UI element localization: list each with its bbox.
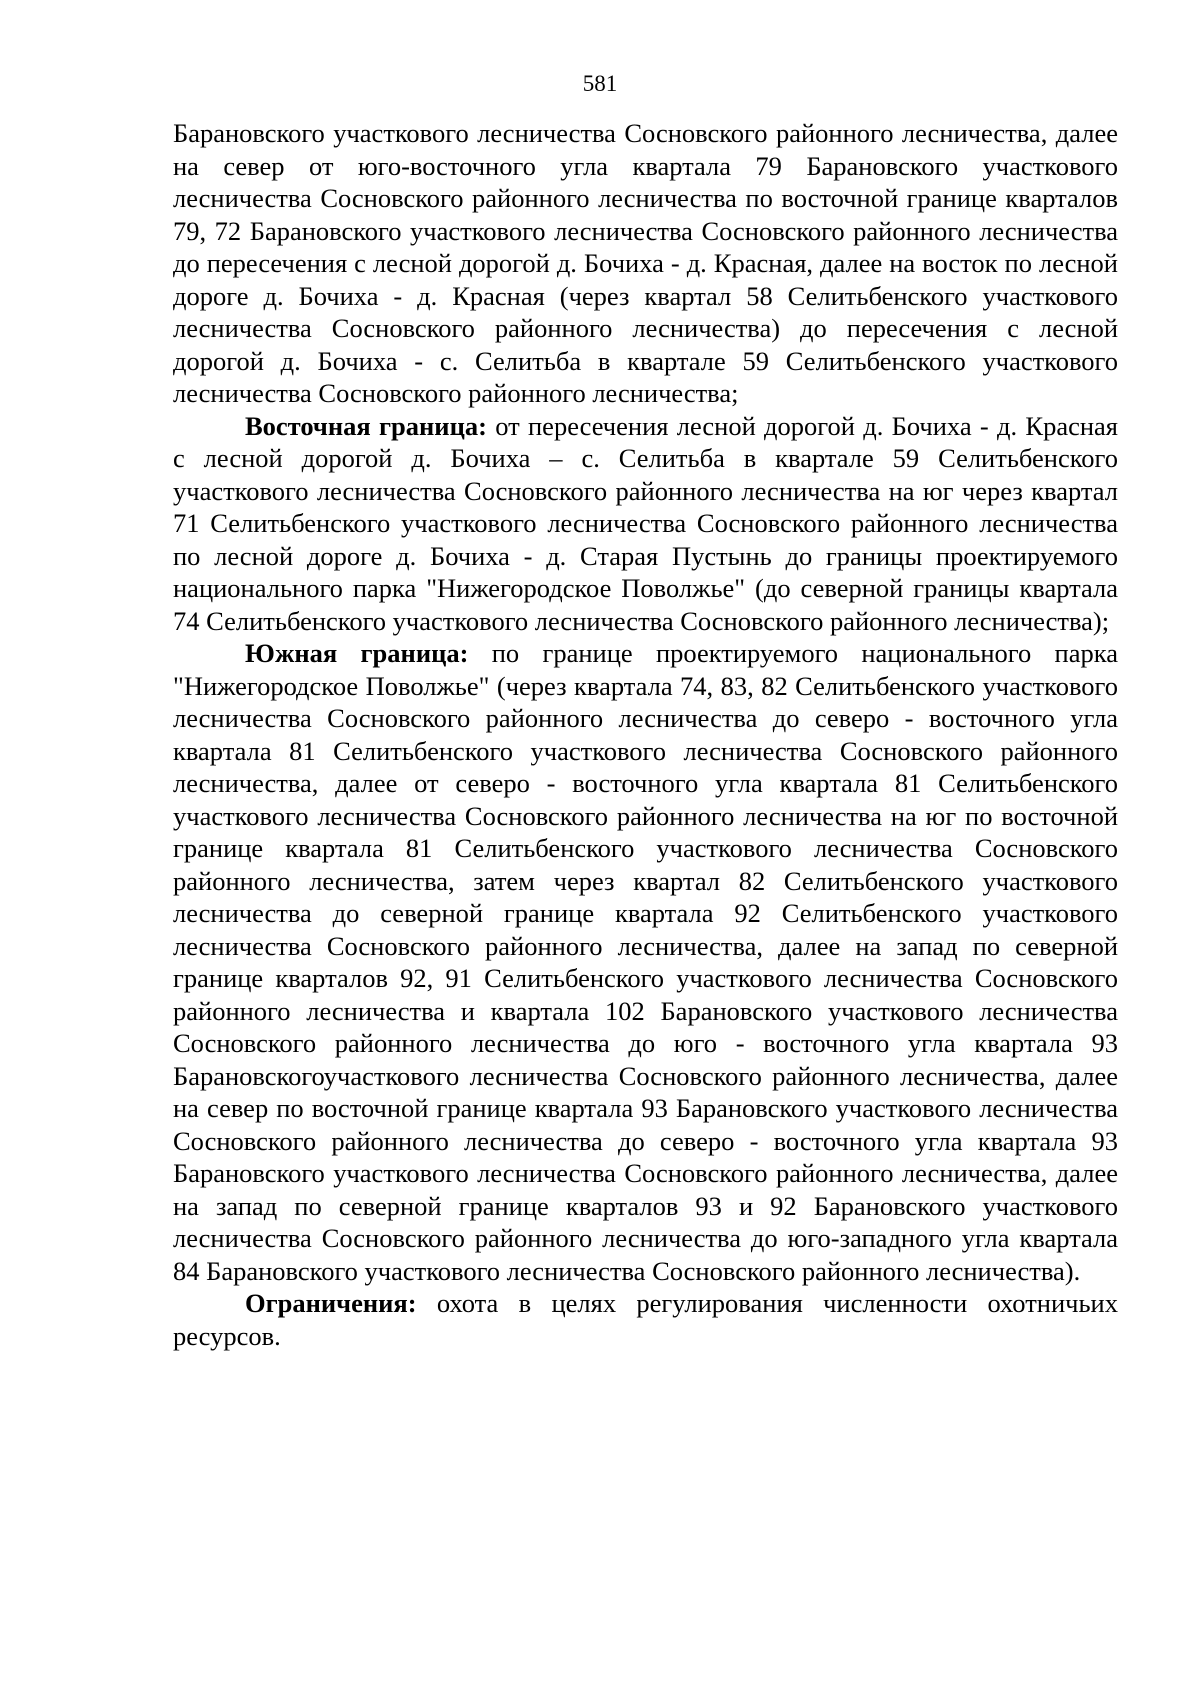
page-number: 581	[582, 71, 618, 96]
restrictions-heading: Ограничения:	[245, 1288, 417, 1318]
paragraph-southern-boundary	[173, 637, 1118, 1287]
paragraph-restrictions	[173, 1287, 1118, 1352]
southern-boundary-text: по границе проектируемого национального парка "Нижегородское Поволжье" (через квартала 74, 83, 82 Селитьбенского участкового лесничества Сосновского районного лесничества до северо - восточного угла квартала 81 Селитьбенского участкового лесничества Сосновского районного лесничества, далее от северо - восточного угла квартала 81 Селитьбенского участкового лесничества Сосновского районного лесничества на юг по восточной границе квартала 81 Селитьбенского участкового лесничества Сосновского районного лесничества, затем через квартал 82 Селитьбенского участкового лесничества до северной границе квартала 92 Селитьбенского участкового лесничества Сосновского районного лесничества, далее на запад по северной границе кварталов 92, 91 Селитьбенского участкового лесничества Сосновского районного лесничества и квартала 102 Барановского участкового лесничества Сосновского районного лесничества до юго - восточного угла квартала 93 Барановскогоучасткового лесничества Сосновского районного лесничества, далее на север по восточной границе квартала 93 Барановского участкового лесничества Сосновского районного лесничества до северо - восточного угла квартала 93 Барановского участкового лесничества Сосновского районного лесничества, далее на запад по северной границе кварталов 93 и 92 Барановского участкового лесничества Сосновского районного лесничества до юго-западного угла квартала 84 Барановского участкового лесничества Сосновского районного лесничества).	[173, 638, 1118, 1286]
paragraph-text: Барановского участкового лесничества Сосновского районного лесничества, далее на север от юго-восточного угла квартала 79 Барановского участкового лесничества Сосновского районного лесничества по восточной границе кварталов 79, 72 Барановского участкового лесничества Сосновского районного лесничества до пересечения с лесной дорогой д. Бочиха - д. Красная, далее на восток по лесной дороге д. Бочиха - д. Красная (через квартал 58 Селитьбенского участкового лесничества Сосновского районного лесничества) до пересечения с лесной дорогой д. Бочиха - с. Селитьба в квартале 59 Селитьбенского участкового лесничества Сосновского районного лесничества;	[173, 118, 1118, 408]
southern-boundary-heading: Южная граница:	[245, 638, 469, 668]
paragraph-eastern-boundary	[173, 410, 1118, 638]
eastern-boundary-heading: Восточная граница:	[245, 410, 487, 441]
eastern-boundary-text: от пересечения лесной дорогой д. Бочиха - д. Красная с лесной дорогой д. Бочиха – с. Селитьба в квартале 59 Селитьбенского участкового лесничества Сосновского районного лесничества на юг через квартал 71 Селитьбенского участкового лесничества Сосновского районного лесничества по лесной дороге д. Бочиха - д. Старая Пустынь до границы проектируемого национального парка "Нижегородское Поволжье" (до северной границы квартала 74 Селитьбенского участкового лесничества Сосновского районного лесничества);	[173, 410, 1118, 636]
document-body	[173, 117, 1118, 1352]
restrictions-text: охота в целях регулирования численности охотничьих ресурсов.	[173, 1288, 1118, 1351]
paragraph-continuation	[173, 117, 1118, 410]
